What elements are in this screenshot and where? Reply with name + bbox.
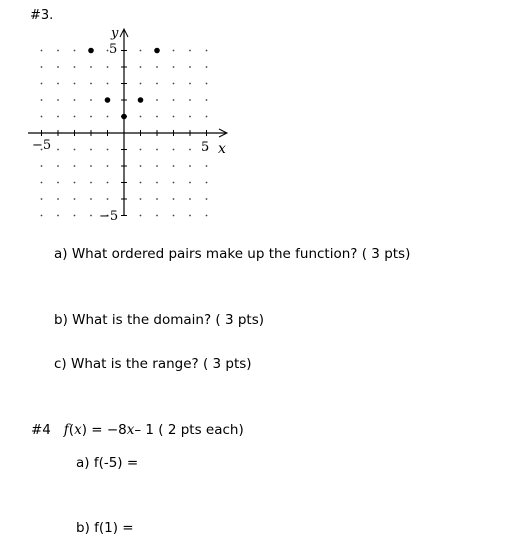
plotted-point: [105, 97, 111, 103]
x-tick-label-neg5: −5: [32, 138, 52, 153]
grid-dot: [74, 66, 76, 68]
grid-dot: [156, 215, 158, 217]
grid-dot: [107, 83, 109, 85]
grid-dot: [41, 182, 43, 184]
grid-dot: [90, 182, 92, 184]
grid-dot: [206, 198, 208, 200]
grid-dot: [90, 66, 92, 68]
plotted-point: [154, 48, 160, 54]
question-4b: b) f(1) =: [76, 520, 134, 536]
grid-dot: [189, 198, 191, 200]
grid-dot: [156, 116, 158, 118]
grid-dot: [90, 165, 92, 167]
grid-dot: [107, 198, 109, 200]
grid-dot: [173, 50, 175, 52]
grid-dot: [57, 165, 59, 167]
grid-dot: [41, 165, 43, 167]
grid-dot: [107, 182, 109, 184]
grid-dot: [140, 215, 142, 217]
grid-dot: [173, 66, 175, 68]
function-variable: x: [74, 422, 82, 438]
grid-dot: [57, 66, 59, 68]
grid-dot: [156, 83, 158, 85]
grid-dot: [140, 182, 142, 184]
question-3a: a) What ordered pairs make up the function? ( 3 pts): [54, 246, 411, 262]
grid-dot: [173, 182, 175, 184]
y-axis-label: y: [111, 26, 119, 41]
problem-4-number: #4: [31, 422, 51, 438]
grid-dot: [74, 116, 76, 118]
grid-dot: [74, 50, 76, 52]
grid-dot: [57, 215, 59, 217]
grid-dot: [173, 215, 175, 217]
grid-dot: [173, 149, 175, 151]
grid-dot: [41, 198, 43, 200]
function-name: f: [63, 422, 69, 438]
grid-dot: [74, 149, 76, 151]
grid-dot: [57, 50, 59, 52]
grid-dot: [41, 116, 43, 118]
coordinate-graph: [20, 26, 240, 236]
grid-dot: [189, 182, 191, 184]
grid-dot: [140, 83, 142, 85]
grid-dot: [57, 99, 59, 101]
grid-dot: [206, 116, 208, 118]
question-3c: c) What is the range? ( 3 pts): [54, 356, 252, 372]
grid-dot: [74, 215, 76, 217]
grid-dot: [57, 182, 59, 184]
x-tick-label-pos5: 5: [201, 140, 210, 155]
grid-dot: [74, 165, 76, 167]
grid-dot: [107, 165, 109, 167]
grid-dot: [74, 99, 76, 101]
grid-dot: [189, 149, 191, 151]
grid-dot: [189, 116, 191, 118]
grid-dot: [189, 50, 191, 52]
problem-4-heading: [31, 422, 244, 438]
grid-dot: [41, 50, 43, 52]
grid-dot: [74, 198, 76, 200]
grid-dot: [41, 66, 43, 68]
grid-dot: [41, 99, 43, 101]
grid-dot: [156, 149, 158, 151]
grid-dot: [140, 66, 142, 68]
grid-dot: [57, 83, 59, 85]
grid-dot: [90, 215, 92, 217]
x-axis-label: x: [218, 141, 226, 157]
grid-dot: [74, 182, 76, 184]
function-tail: – 1 ( 2 pts each): [134, 422, 244, 438]
grid-dot: [206, 165, 208, 167]
grid-dot: [173, 116, 175, 118]
grid-dot: [140, 149, 142, 151]
question-4a: a) f(-5) =: [76, 455, 139, 471]
grid-dot: [206, 66, 208, 68]
grid-dot: [189, 99, 191, 101]
grid-dot: [156, 66, 158, 68]
grid-dot: [173, 165, 175, 167]
y-tick-label-pos5: 5: [109, 42, 118, 57]
grid-dot: [107, 116, 109, 118]
grid-dot: [107, 66, 109, 68]
grid-dot: [206, 83, 208, 85]
function-open-paren: (: [68, 422, 75, 438]
grid-dot: [140, 198, 142, 200]
question-3b: b) What is the domain? ( 3 pts): [54, 312, 265, 328]
grid-dot: [156, 198, 158, 200]
grid-dot: [74, 83, 76, 85]
grid-dot: [90, 99, 92, 101]
problem-3-heading: #3.: [30, 8, 54, 23]
grid-dot: [57, 198, 59, 200]
grid-dot: [156, 99, 158, 101]
grid-dot: [206, 99, 208, 101]
function-variable-2: x: [126, 422, 135, 438]
grid-dot: [173, 198, 175, 200]
grid-dot: [57, 116, 59, 118]
plotted-point: [88, 48, 94, 54]
plotted-point: [121, 114, 127, 120]
grid-dot: [189, 66, 191, 68]
grid-dot: [90, 149, 92, 151]
grid-dot: [140, 116, 142, 118]
grid-dot: [189, 215, 191, 217]
grid-dot: [90, 116, 92, 118]
grid-dot: [57, 149, 59, 151]
grid-dot: [90, 83, 92, 85]
grid-dot: [140, 165, 142, 167]
grid-dot: [189, 165, 191, 167]
grid-dot: [206, 50, 208, 52]
grid-dot: [173, 99, 175, 101]
grid-dot: [41, 215, 43, 217]
plotted-point: [138, 97, 144, 103]
grid-dot: [90, 198, 92, 200]
grid-dot: [206, 182, 208, 184]
grid-dot: [206, 215, 208, 217]
grid-dot: [41, 83, 43, 85]
grid-dot: [189, 83, 191, 85]
grid-dot: [156, 165, 158, 167]
grid-dot: [107, 149, 109, 151]
axes: [28, 29, 227, 216]
grid-dot: [173, 83, 175, 85]
grid-dot: [156, 182, 158, 184]
y-tick-label-neg5: −5: [99, 209, 119, 224]
function-expression: ) = −8: [81, 422, 127, 438]
grid-dot: [140, 50, 142, 52]
